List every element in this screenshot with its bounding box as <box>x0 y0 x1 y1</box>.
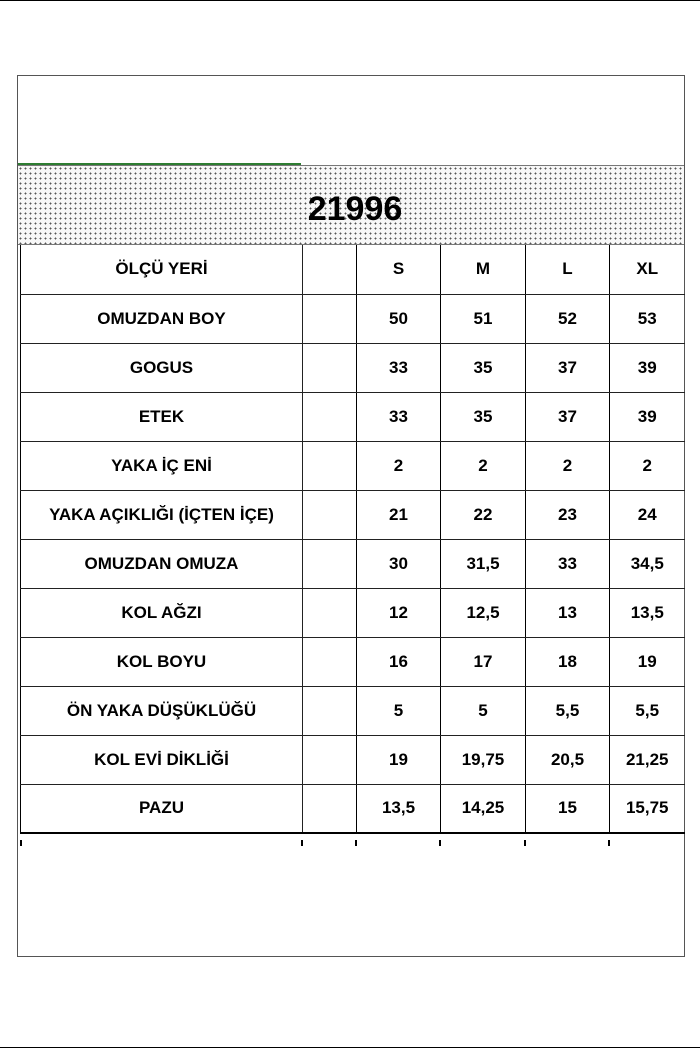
header-row <box>21 245 685 294</box>
blank-cell <box>303 441 357 490</box>
cell-l: 20,5 <box>526 735 610 784</box>
cell-s: 16 <box>357 637 441 686</box>
row-label: OMUZDAN BOY <box>21 294 303 343</box>
cell-l: 37 <box>526 343 610 392</box>
cell-l: 13 <box>526 588 610 637</box>
row-label: OMUZDAN OMUZA <box>21 539 303 588</box>
table-row <box>21 294 685 343</box>
cell-m: 19,75 <box>441 735 526 784</box>
cell-m: 5 <box>441 686 526 735</box>
header-measure-point: ÖLÇÜ YERİ <box>21 245 303 294</box>
cell-s: 33 <box>357 392 441 441</box>
cell-s: 19 <box>357 735 441 784</box>
cell-s: 30 <box>357 539 441 588</box>
row-label: KOL BOYU <box>21 637 303 686</box>
cell-m: 35 <box>441 343 526 392</box>
grid-tick <box>439 840 441 846</box>
cell-s: 13,5 <box>357 784 441 833</box>
cell-l: 5,5 <box>526 686 610 735</box>
blank-cell <box>303 588 357 637</box>
table-row <box>21 490 685 539</box>
bottom-rule <box>0 1047 700 1048</box>
cell-xl: 39 <box>610 392 685 441</box>
blank-cell <box>303 735 357 784</box>
cell-m: 35 <box>441 392 526 441</box>
cell-m: 12,5 <box>441 588 526 637</box>
cell-l: 15 <box>526 784 610 833</box>
cell-m: 17 <box>441 637 526 686</box>
cell-l: 2 <box>526 441 610 490</box>
table-row <box>21 539 685 588</box>
blank-cell <box>303 784 357 833</box>
cell-s: 5 <box>357 686 441 735</box>
row-label: ÖN YAKA DÜŞÜKLÜĞÜ <box>21 686 303 735</box>
cell-l: 23 <box>526 490 610 539</box>
row-label: YAKA İÇ ENİ <box>21 441 303 490</box>
table-row <box>21 588 685 637</box>
cell-xl: 39 <box>610 343 685 392</box>
cell-xl: 53 <box>610 294 685 343</box>
cell-m: 2 <box>441 441 526 490</box>
grid-tick <box>301 840 303 846</box>
cell-s: 21 <box>357 490 441 539</box>
cell-s: 2 <box>357 441 441 490</box>
table-row <box>21 637 685 686</box>
cell-s: 33 <box>357 343 441 392</box>
blank-cell <box>303 343 357 392</box>
row-label: GOGUS <box>21 343 303 392</box>
blank-cell <box>303 539 357 588</box>
cell-xl: 2 <box>610 441 685 490</box>
header-size-l: L <box>526 245 610 294</box>
row-label: YAKA AÇIKLIĞI (İÇTEN İÇE) <box>21 490 303 539</box>
cell-s: 50 <box>357 294 441 343</box>
table-row <box>21 784 685 833</box>
cell-l: 18 <box>526 637 610 686</box>
blank-cell <box>303 392 357 441</box>
cell-l: 37 <box>526 392 610 441</box>
table-row <box>21 735 685 784</box>
product-code-title: 21996 <box>307 190 403 228</box>
row-label: KOL AĞZI <box>21 588 303 637</box>
row-label: KOL EVİ DİKLİĞİ <box>21 735 303 784</box>
blank-cell <box>303 294 357 343</box>
cell-xl: 34,5 <box>610 539 685 588</box>
table-row <box>21 686 685 735</box>
size-chart-table <box>20 245 685 834</box>
cell-l: 52 <box>526 294 610 343</box>
cell-m: 14,25 <box>441 784 526 833</box>
cell-l: 33 <box>526 539 610 588</box>
cell-xl: 13,5 <box>610 588 685 637</box>
table-row <box>21 441 685 490</box>
cell-xl: 24 <box>610 490 685 539</box>
grid-tick <box>20 840 22 846</box>
row-label: ETEK <box>21 392 303 441</box>
cell-xl: 5,5 <box>610 686 685 735</box>
cell-s: 12 <box>357 588 441 637</box>
header-size-m: M <box>441 245 526 294</box>
grid-tick <box>355 840 357 846</box>
cell-m: 31,5 <box>441 539 526 588</box>
row-label: PAZU <box>21 784 303 833</box>
table-row <box>21 392 685 441</box>
blank-cell <box>303 637 357 686</box>
table-row <box>21 343 685 392</box>
cell-xl: 21,25 <box>610 735 685 784</box>
cell-xl: 19 <box>610 637 685 686</box>
grid-tick <box>524 840 526 846</box>
cell-m: 22 <box>441 490 526 539</box>
header-blank <box>303 245 357 294</box>
header-size-s: S <box>357 245 441 294</box>
top-rule <box>0 0 700 1</box>
cell-xl: 15,75 <box>610 784 685 833</box>
header-size-xl: XL <box>610 245 685 294</box>
cell-m: 51 <box>441 294 526 343</box>
blank-cell <box>303 686 357 735</box>
blank-cell <box>303 490 357 539</box>
grid-tick <box>608 840 610 846</box>
